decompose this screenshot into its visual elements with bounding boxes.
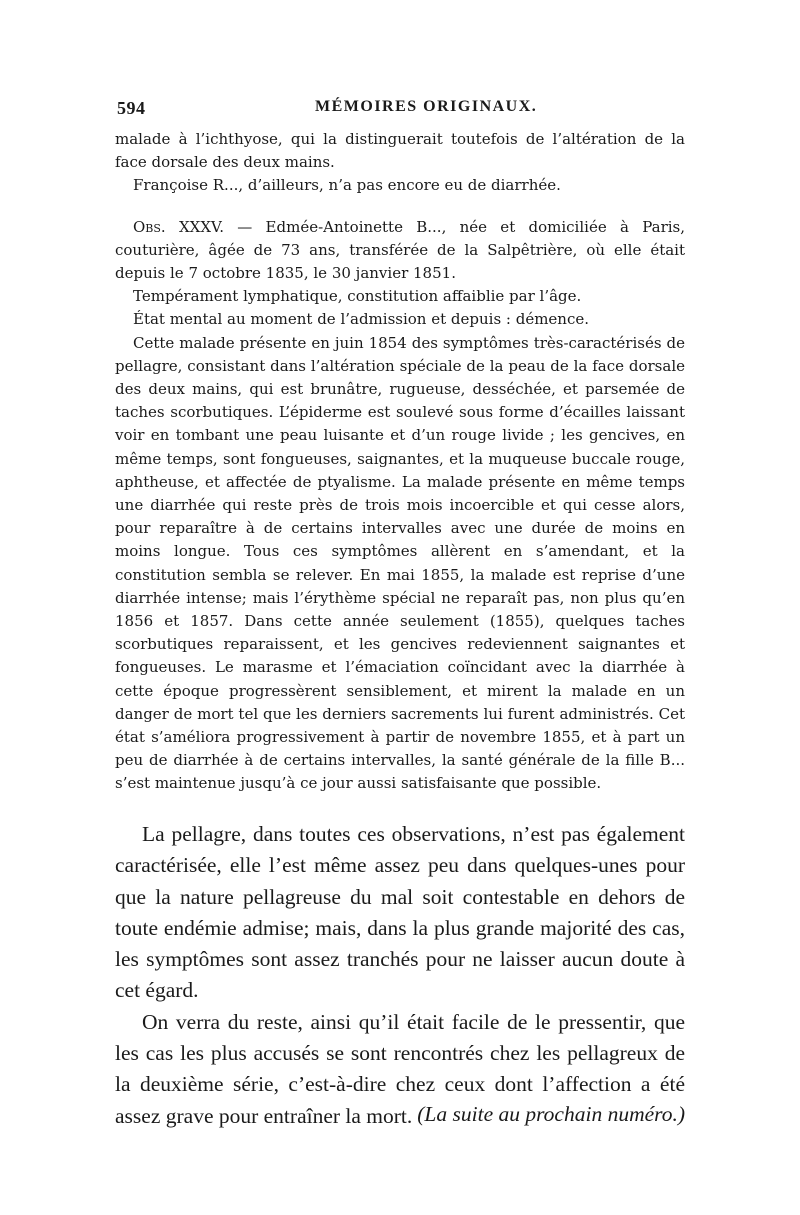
running-title: MÉMOIRES ORIGINAUX.	[315, 98, 538, 115]
page-header	[115, 98, 685, 124]
continuation-note	[340, 1102, 685, 1127]
paragraph-temperament: Tempérament lymphatique, constitution affaiblie par l’âge.	[133, 287, 582, 306]
observation-intro: — Edmée-Antoinette B..., née et domiciliée à Paris, couturière, âgée de 73 ans, transférée de la Salpêtrière, où elle était depuis le 7 octobre 1835, le 30 janvier 1851.	[115, 217, 685, 283]
paragraph-etat-mental: État mental au moment de l’admission et depuis : démence.	[133, 310, 590, 329]
conclusion-text	[115, 819, 685, 1132]
paragraph-francoise: Françoise R..., d’ailleurs, n’a pas encore eu de diarrhée.	[133, 176, 561, 195]
observation-text	[115, 128, 685, 796]
observation-label: Obs. XXXV.	[133, 217, 224, 236]
continuation-text: (La suite au prochain numéro.)	[417, 1102, 685, 1126]
spacer	[115, 198, 685, 216]
paragraph-case-description: Cette malade présente en juin 1854 des symptômes très-caractérisés de pellagre, consistant dans l’altération spéciale de la peau de la face dorsale des deux mains, qui est brunâtre, rugueuse, desséchée, et parsemée de taches scorbutiques. L’épiderme est soulevé sous forme d’écailles laissant voir en tombant une peau luisante et d’un rouge livide ; les gencives, en même temps, sont fongueuses, saignantes, et la muqueuse buccale rouge, aphtheuse, et affectée de ptyalisme. La malade présente en même temps une diarrhée qui reste près de trois mois incoercible et qui cesse alors, pour reparaître à de certains intervalles avec une durée de moins en moins longue. Tous ces symptômes allèrent en s’amendant, et la constitution sembla se relever. En mai 1855, la malade est reprise d’une diarrhée intense; mais l’érythème spécial ne reparaît pas, non plus qu’en 1856 et 1857. Dans cette année seulement (1855), quelques taches scorbutiques reparaissent, et les gencives redeviennent saignantes et fongueuses. Le marasme et l’émaciation coïncidant avec la diarrhée à cette époque progressèrent sensiblement, et mirent la malade en un danger de mort tel que les derniers sacrements lui furent administrés. Cet état s’améliora progressivement à partir de novembre 1855, et à part un peu de diarrhée à de certains intervalles, la santé générale de la fille B... s’est maintenue jusqu’à ce jour aussi satisfaisante que possible.	[115, 333, 685, 793]
paragraph-ichthyose: malade à l’ichthyose, qui la distinguerait toutefois de l’altération de la face dorsale des deux mains.	[115, 130, 685, 172]
paragraph-obs-xxxv	[115, 216, 685, 286]
paragraph-pellagre: La pellagre, dans toutes ces observations, n’est pas également caractérisée, elle l’est même assez peu dans quelques-unes pour que la nature pellagreuse du mal soit contestable en dehors de toute endémie admise; mais, dans la plus grande majorité des cas, les symptômes sont assez tranchés pour ne laisser aucun doute à cet égard.	[115, 822, 685, 1003]
paragraph-on-verra: On verra du reste, ainsi qu’il était facile de le pressentir, que les cas les plus accusés se sont rencontrés chez les pellagreux de la deuxième série, c’est-à-dire chez ceux dont l’affection a été assez grave pour entraîner la mort.	[115, 1009, 685, 1128]
page-number: 594	[117, 98, 146, 118]
